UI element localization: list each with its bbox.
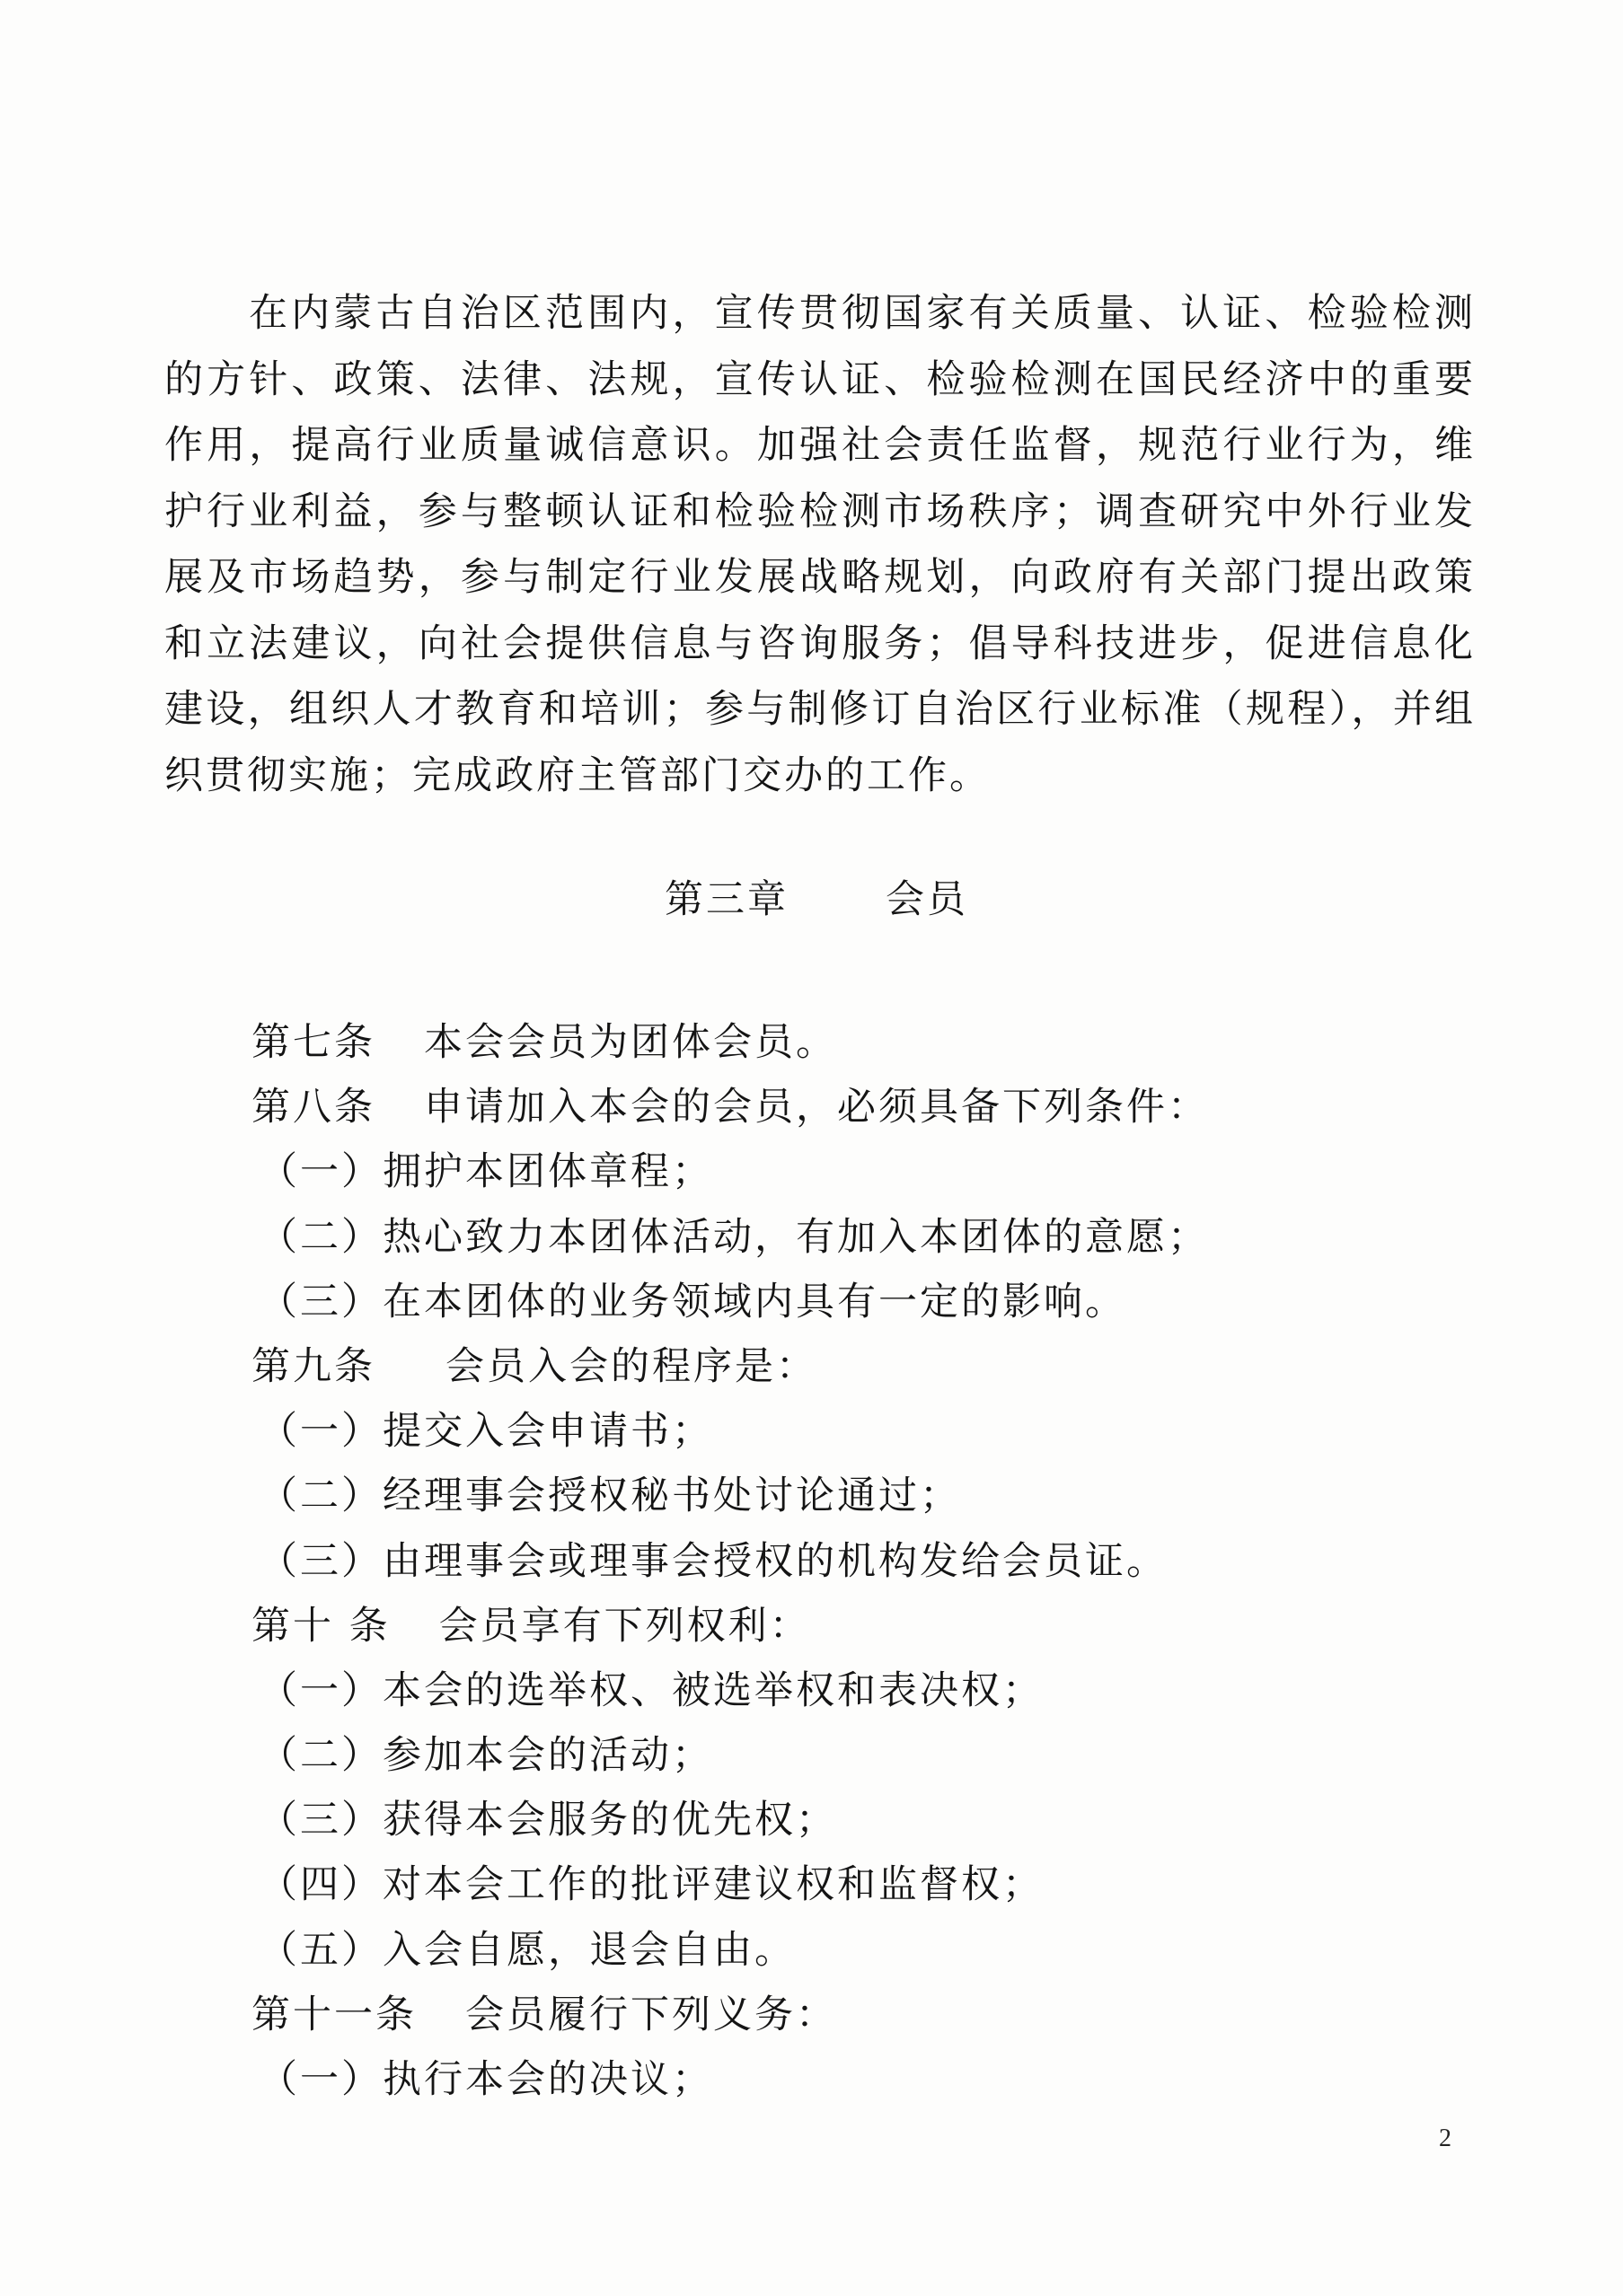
- article-10: [251, 1594, 1509, 1658]
- article-8-item-1: （一）拥护本团体章程；: [259, 1149, 713, 1195]
- article-11: [251, 1983, 1509, 2047]
- article-label: 第十 条: [251, 1603, 391, 1649]
- article-10-item-2: （二）参加本会的活动；: [259, 1733, 713, 1779]
- article-text: 会员享有下列权利：: [438, 1603, 811, 1649]
- article-7: [251, 1010, 1509, 1075]
- article-text: 申请加入本会的会员，必须具备下列条件：: [424, 1085, 1209, 1130]
- article-text: 会员履行下列义务：: [465, 1992, 837, 2037]
- page-number: 2: [1439, 2124, 1451, 2152]
- article-8-item-3: （三）在本团体的业务领域内具有一定的影响。: [259, 1279, 1126, 1324]
- article-10-item-1: （一）本会的选举权、被选举权和表决权；: [259, 1667, 1044, 1713]
- article-9-item-2: （二）经理事会授权秘书处讨论通过；: [259, 1473, 961, 1519]
- chapter-number: 第三章: [665, 877, 789, 922]
- article-10-item-4: （四）对本会工作的批评建议权和监督权；: [259, 1862, 1044, 1908]
- article-8: [251, 1075, 1509, 1139]
- article-label: 第九条: [251, 1343, 375, 1389]
- article-label: 第十一条: [251, 1992, 417, 2037]
- articles-section: [251, 1010, 1509, 2112]
- article-10-item-3: （三）获得本会服务的优先权；: [259, 1798, 837, 1843]
- article-11-item-1: （一）执行本会的决议；: [259, 2057, 713, 2102]
- chapter-heading: [665, 875, 968, 925]
- article-text: 会员入会的程序是：: [445, 1343, 817, 1389]
- article-label: 第八条: [251, 1085, 375, 1130]
- article-text: 本会会员为团体会员。: [424, 1020, 837, 1065]
- article-9-item-3: （三）由理事会或理事会授权的机构发给会员证。: [259, 1538, 1168, 1584]
- intro-paragraph: 在内蒙古自治区范围内，宣传贯彻国家有关质量、认证、检验检测的方针、政策、法律、法规，宣传认证、检验检测在国民经济中的重要作用，提高行业质量诚信意识。加强社会责任监督，规范行业行为，维护行业利益，参与整顿认证和检验检测市场秩序；调查研究中外行业发展及市场趋势，参与制定行业发展战略规划，向政府有关部门提出政策和立法建议，向社会提供信息与咨询服务；倡导科技进步，促进信息化建设，组织人才教育和培训；参与制修订自治区行业标准（规程），并组织贯彻实施；完成政府主管部门交办的工作。: [164, 291, 1476, 798]
- intro-paragraph-block: [164, 281, 1476, 809]
- article-9-item-1: （一）提交入会申请书；: [259, 1409, 713, 1455]
- chapter-title: 会员: [886, 877, 968, 922]
- article-10-item-5: （五）入会自愿，退会自由。: [259, 1927, 796, 1973]
- article-label: 第七条: [251, 1020, 375, 1065]
- article-9: [251, 1334, 1509, 1399]
- article-8-item-2: （二）热心致力本团体活动，有加入本团体的意愿；: [259, 1214, 1209, 1260]
